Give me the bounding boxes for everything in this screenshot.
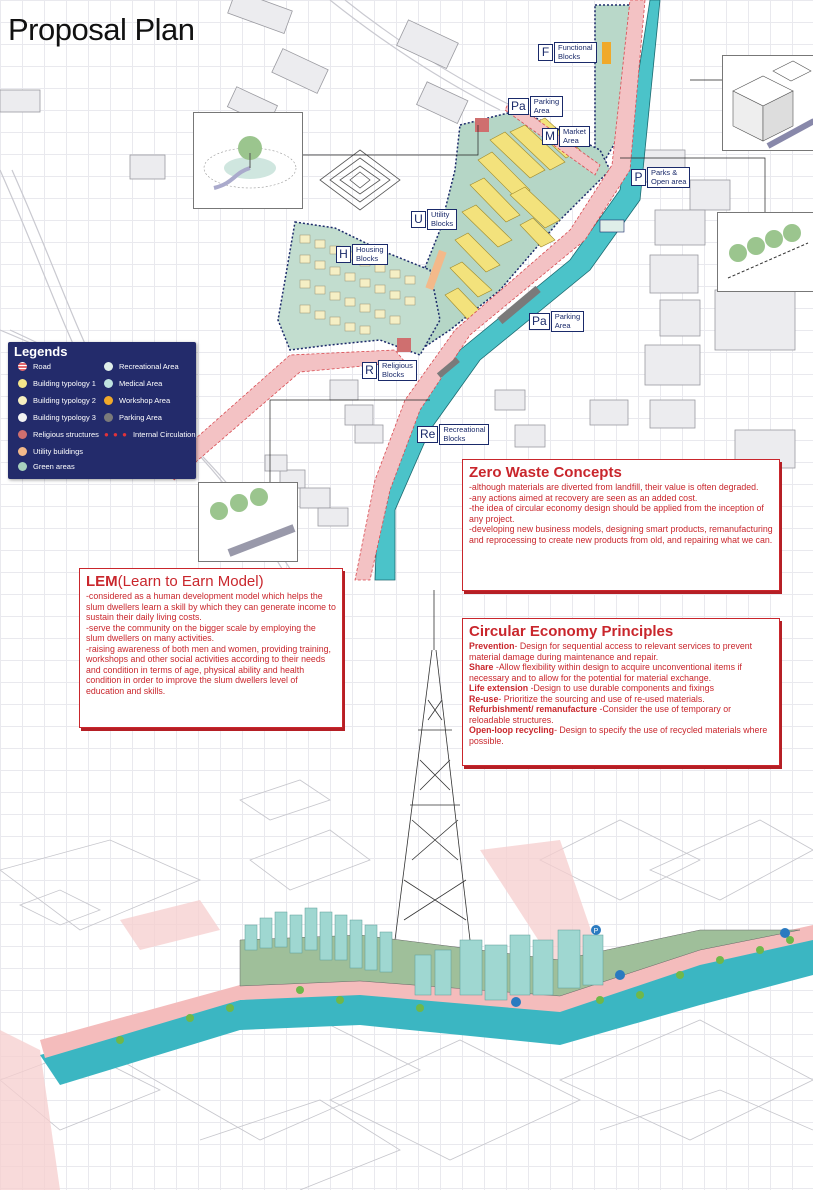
legend-title: Legends xyxy=(14,344,68,359)
zero-waste-point: -developing new business models, designing smart products, remanufacturing and reprocessing to create new products from old, and repairing what we can. xyxy=(469,524,773,545)
principle-text: - Prioritize the sourcing and use of re-used materials. xyxy=(498,693,705,704)
zero-waste-point: -any actions aimed at recovery are seen as an added cost. xyxy=(469,492,698,503)
legend-swatch xyxy=(18,379,27,388)
callout-parking-area-mid xyxy=(529,311,584,332)
legend-label: Road xyxy=(33,362,51,371)
callout-label: Market Area xyxy=(559,126,590,147)
legend-label: Building typology 1 xyxy=(33,379,96,388)
inset-blocks-axonometric xyxy=(722,55,813,151)
lem-point: -considered as a human development model which helps the slum dwellers learn a skill by which they can generate income to sustain their daily living costs. xyxy=(86,591,336,622)
legend-swatch xyxy=(104,379,113,388)
inset-tree-path xyxy=(198,482,298,562)
callout-letter: Pa xyxy=(508,98,529,115)
legend-label: Recreational Area xyxy=(119,362,179,371)
principle-share xyxy=(469,662,773,683)
principle-prevention xyxy=(469,641,773,662)
callout-parks-open-area xyxy=(631,167,690,188)
legend-swatch xyxy=(18,362,27,371)
callout-letter: R xyxy=(362,362,377,379)
zero-waste-point: -the idea of circular economy design should be applied from the inception of any project. xyxy=(469,503,764,524)
inset-park-island xyxy=(193,112,303,209)
callout-letter: Re xyxy=(417,426,438,443)
principle-term: Life extension xyxy=(469,683,529,693)
zero-waste-box xyxy=(462,459,780,591)
legend-item-green xyxy=(18,462,75,471)
legend-item-workshop xyxy=(104,396,170,405)
legend-item-recreational xyxy=(104,362,179,371)
principle-term: Re-use xyxy=(469,693,499,704)
principle-text: -Allow flexibility within design to acquire unconventional items if necessary and to allow for the potential for material exchange. xyxy=(469,662,742,683)
callout-label: Housing Blocks xyxy=(352,244,388,265)
lem-box xyxy=(79,568,343,728)
principle-term: Open-loop recycling xyxy=(469,725,555,735)
legend-label: Green areas xyxy=(33,462,75,471)
callout-market-area xyxy=(542,126,590,147)
principle-text: - Design to specify the use of recycled materials where possible. xyxy=(469,725,768,746)
callout-recreational-blocks xyxy=(417,424,489,445)
legend-item-typology-2 xyxy=(18,396,96,405)
legend-swatch xyxy=(18,413,27,422)
legend-swatch xyxy=(18,462,27,471)
callout-label: Functional Blocks xyxy=(554,42,597,63)
riverfront-strip xyxy=(40,925,813,1085)
page-title: Proposal Plan xyxy=(8,12,195,47)
callout-letter: P xyxy=(631,169,646,186)
legend-swatch xyxy=(18,447,27,456)
callout-label: Religious Blocks xyxy=(378,360,417,381)
legend-item-typology-1 xyxy=(18,379,96,388)
legend-label: Parking Area xyxy=(119,413,162,422)
principle-term: Share xyxy=(469,662,494,672)
callout-letter: F xyxy=(538,44,553,61)
legend-item-religious xyxy=(18,430,99,439)
callout-label: Utility Blocks xyxy=(427,209,457,230)
legend-item-parking xyxy=(104,413,162,422)
principle-refurbishment xyxy=(469,704,773,725)
inset-green-walkway xyxy=(717,212,813,292)
legend-swatch-dots: ● ● ● xyxy=(104,430,128,439)
callout-label: Parking Area xyxy=(551,311,584,332)
lem-title-bold: LEM xyxy=(86,573,118,590)
callout-letter: H xyxy=(336,246,351,263)
callout-letter: M xyxy=(542,128,558,145)
zero-waste-title: Zero Waste Concepts xyxy=(469,464,622,481)
legend-swatch xyxy=(104,396,113,405)
callout-functional-blocks xyxy=(538,42,597,63)
transmission-tower xyxy=(395,590,470,940)
legend-item-internal-circulation xyxy=(104,430,195,439)
legend-label: Building typology 3 xyxy=(33,413,96,422)
circular-economy-box xyxy=(462,618,780,766)
legend-label: Medical Area xyxy=(119,379,163,388)
legend-swatch xyxy=(18,430,27,439)
principle-term: Refurbishment/ remanufacture xyxy=(469,704,598,714)
callout-label: Parks & Open area xyxy=(647,167,690,188)
callout-letter: Pa xyxy=(529,313,550,330)
principle-text: -Design to use durable components and fixings xyxy=(528,683,714,693)
lem-point: -serve the community on the bigger scale by employing the slum dwellers on many activities. xyxy=(86,622,316,643)
principle-re-use xyxy=(469,694,773,705)
pyramid-structure xyxy=(320,150,400,210)
legend-swatch xyxy=(104,413,113,422)
callout-religious-blocks xyxy=(362,360,417,381)
parking-label: P xyxy=(593,928,599,935)
legend-item-medical xyxy=(104,379,162,388)
callout-utility-blocks xyxy=(411,209,457,230)
zero-waste-point: -although materials are diverted from landfill, their value is often degraded. xyxy=(469,482,759,492)
principle-term: Prevention xyxy=(469,641,515,651)
lem-point: -raising awareness of both men and women, providing training, workshops and other social activities according to their needs and condition in terms of age, physical ability and health condition in order to improve the slum dwellers level of education and skills. xyxy=(86,643,331,696)
legend-panel xyxy=(8,342,196,479)
legend-label: Building typology 2 xyxy=(33,396,96,405)
legend-swatch xyxy=(18,396,27,405)
callout-letter: U xyxy=(411,211,426,228)
callout-housing-blocks xyxy=(336,244,388,265)
callout-parking-area-top xyxy=(508,96,563,117)
callout-label: Parking Area xyxy=(530,96,563,117)
legend-label: Internal Circulation xyxy=(132,430,196,439)
callout-label: Recreational Blocks xyxy=(439,424,489,445)
principle-text: - Design for sequential access to relevant services to prevent material damage during maintenance and repair. xyxy=(469,641,753,662)
legend-item-typology-3 xyxy=(18,413,96,422)
principle-open-loop-recycling xyxy=(469,725,773,746)
principle-text: -Consider the use of temporary or reloadable structures. xyxy=(469,704,732,725)
lem-title-rest: (Learn to Earn Model) xyxy=(117,573,264,590)
lem-title xyxy=(86,573,336,590)
legend-label: Utility buildings xyxy=(33,447,84,456)
legend-label: Workshop Area xyxy=(119,396,171,405)
principle-life-extension xyxy=(469,683,773,694)
legend-item-road xyxy=(18,362,51,371)
circular-economy-title: Circular Economy Principles xyxy=(469,623,674,640)
legend-label: Religious structures xyxy=(33,430,99,439)
legend-item-utility xyxy=(18,447,83,456)
legend-swatch xyxy=(104,362,113,371)
